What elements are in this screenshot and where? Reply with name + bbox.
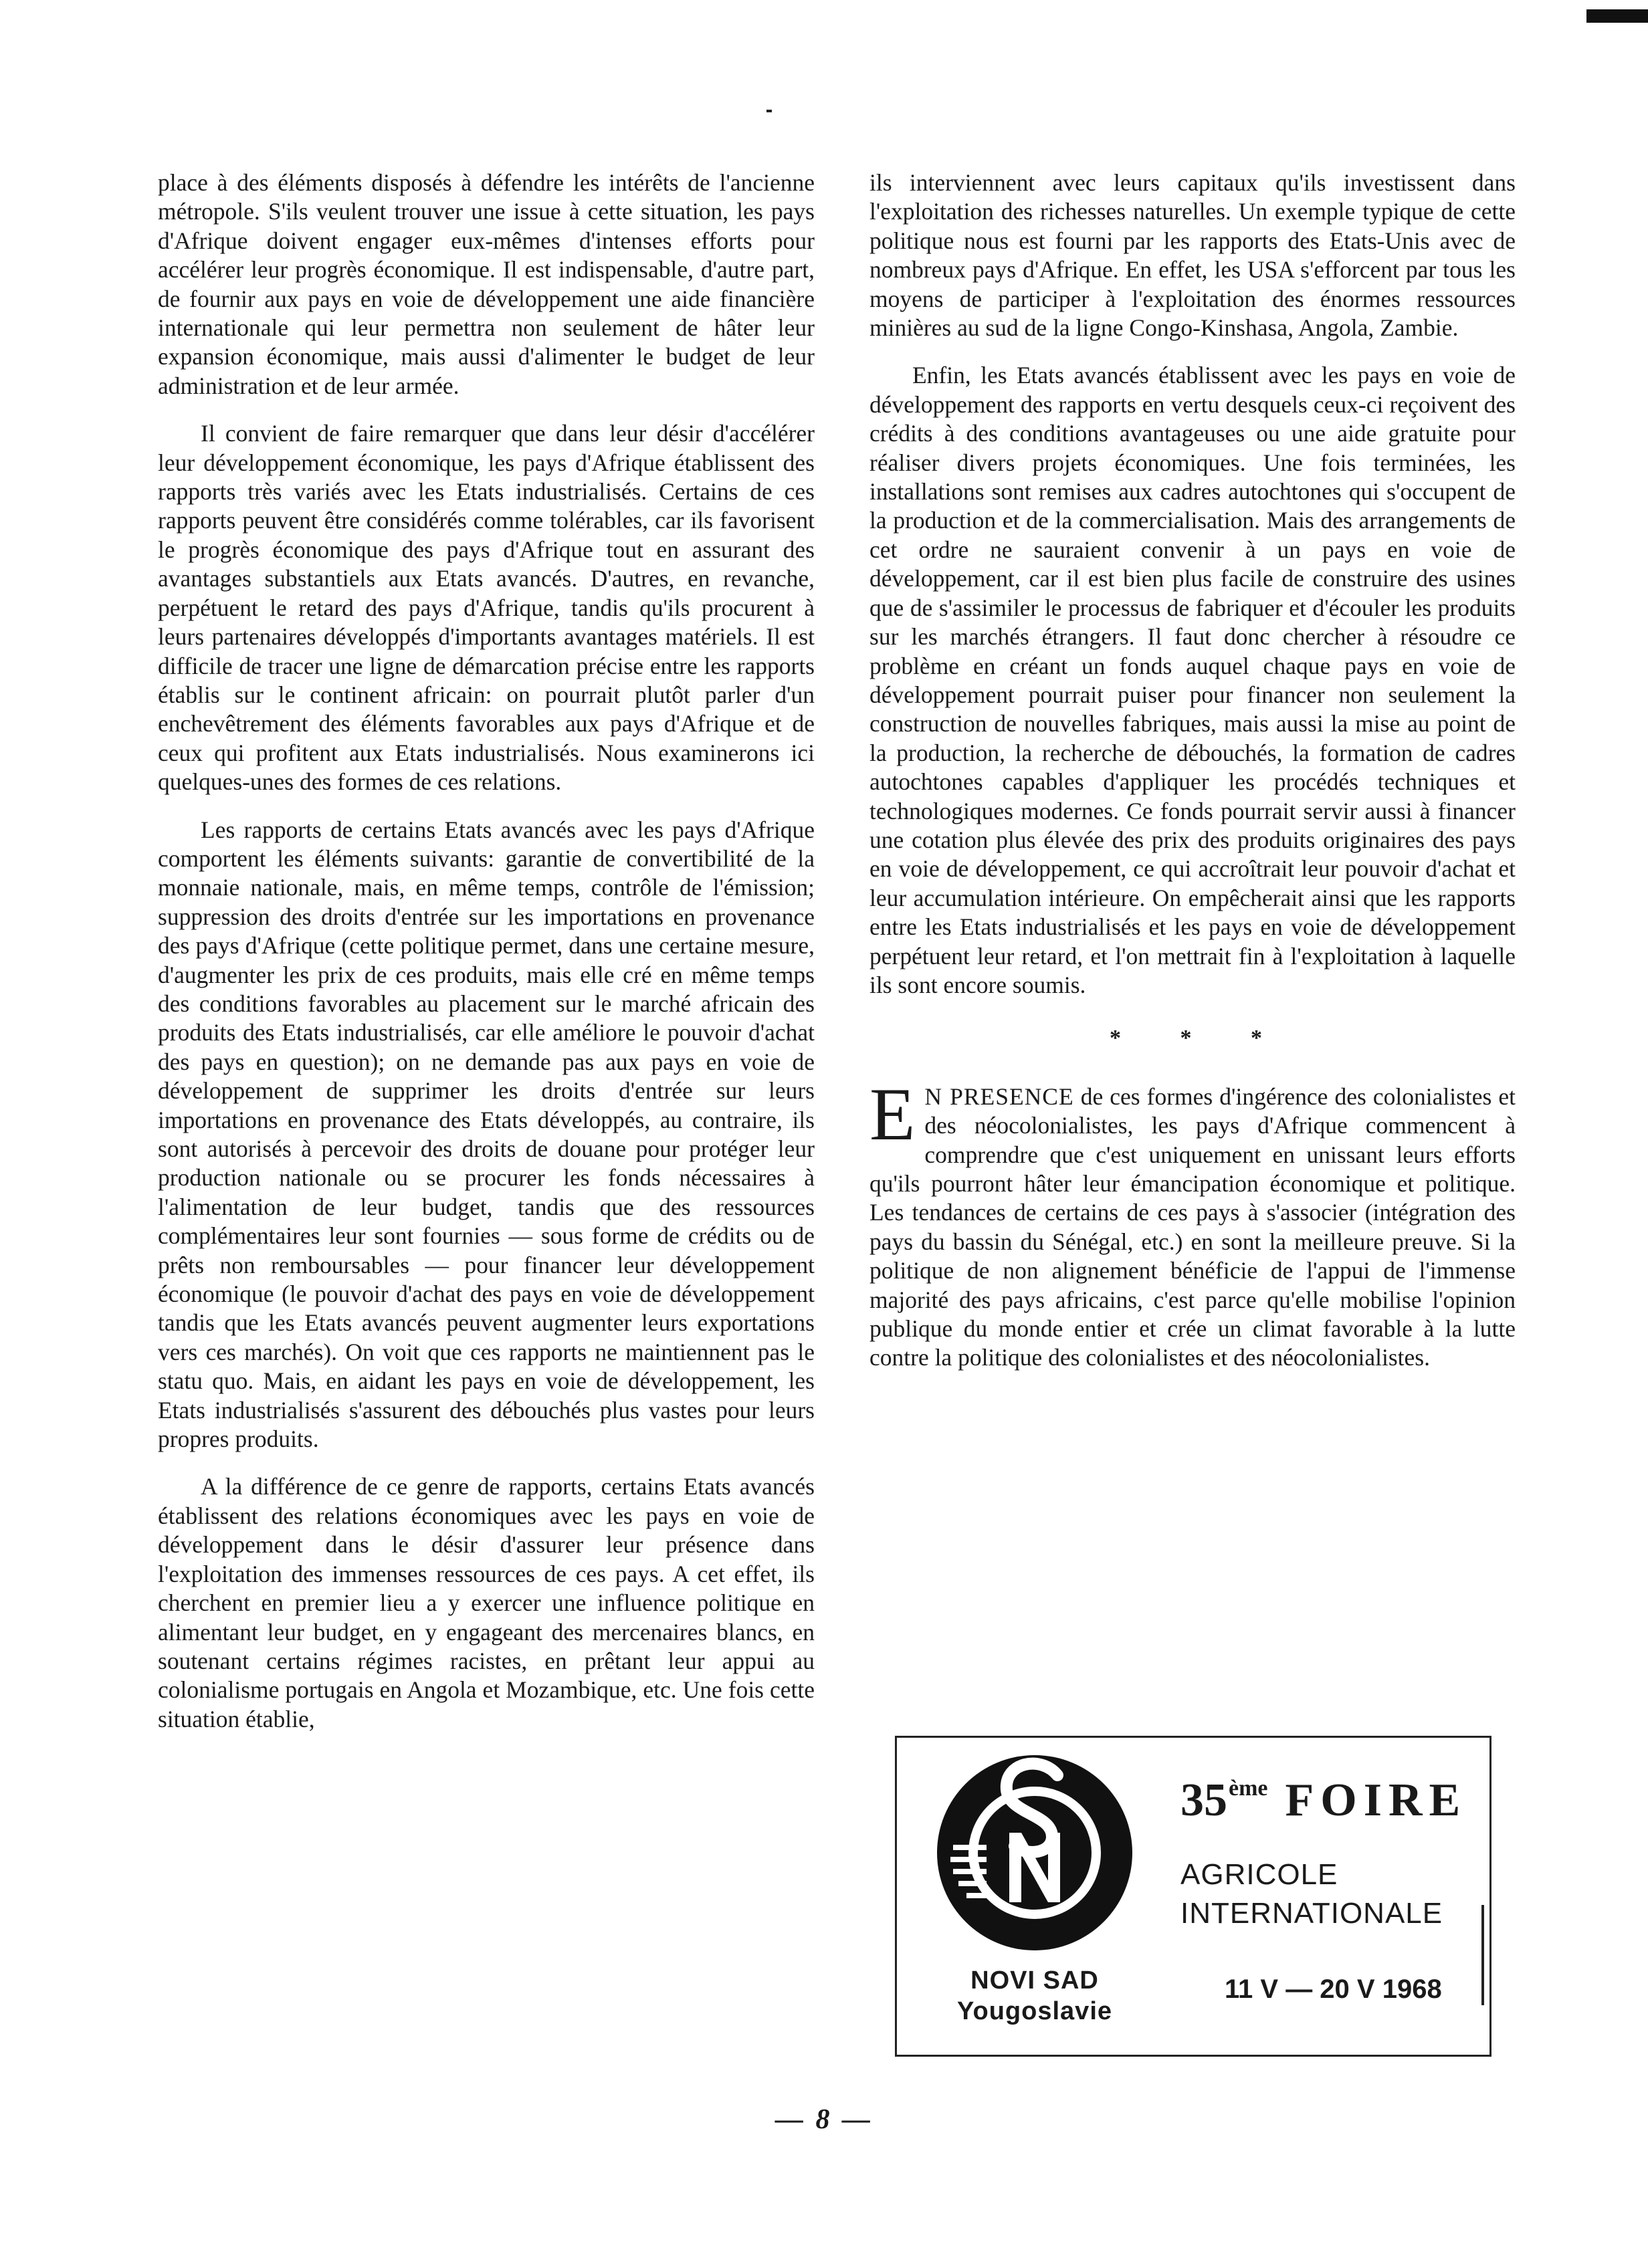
page-number: — 8 —: [775, 2104, 873, 2135]
section-separator: * * *: [1110, 1026, 1289, 1051]
fair-location: [934, 1965, 1135, 2027]
left-column: [158, 168, 815, 1752]
fair-subtitle-line-1: AGRICOLE: [1180, 1858, 1338, 1891]
ad-side-rule: [1481, 1905, 1484, 2005]
fair-title: [1180, 1762, 1467, 1827]
fair-subtitle: [1180, 1855, 1443, 1933]
right-column: [869, 168, 1516, 1391]
right-paragraph-2: Enfin, les Etats avancés établissent avec les pays en voie de développement des rapports en vertu desquels ceux-ci reçoivent des crédits à des conditions avantageuses ou une aide gratuite pour réaliser divers projets économiques. Une fois terminées, les installations sont remises aux cadres autochtones qui s'occupent de la production et de la commercialisation. Mais des arrangements de cet ordre ne sauraient convenir à un pays en voie de développement, car il est bien plus facile de construire des usines que de s'assimiler le processus de fabriquer et d'écouler les produits sur les marchés étrangers. Il faut donc chercher à résoudre ce problème en créant un fonds auquel chaque pays en voie de développement pourrait puiser pour financer non seulement la construction de nouvelles fabriques, mais aussi la mise au point de la production, la recherche de débouchés, la formation de cadres autochtones capables d'appliquer les procédés techniques et technologiques modernes. Ce fonds pourrait servir aussi à financer une cotation plus élevée des prix des produits originaires des pays en voie de développement, ce qui accroîtrait leur pouvoir d'achat et leur accumulation intérieure. On empêcherait ainsi que les rapports entre les Etats industrialisés et les pays en voie de développement perpétuent leur retard, et l'on mettrait fin à l'exploitation à laquelle ils sont encore soumis.: [869, 362, 1516, 998]
fair-ordinal-number: 35: [1180, 1775, 1227, 1826]
closing-paragraph: [869, 1072, 1516, 1373]
fair-subtitle-line-2: INTERNATIONALE: [1180, 1897, 1443, 1930]
corner-registration-mark: [1586, 9, 1648, 23]
fair-title-word: FOIRE: [1285, 1775, 1467, 1826]
closing-paragraph-text: de ces formes d'ingérence des colonialistes et des néocolonialistes, les pays d'Afrique commencent à comprendre que c'est uniquement en unissant leurs efforts qu'ils pourront hâter leur émancipation économique et politique. Les tendances de certains de ces pays à s'associer (intégration des pays du bassin du Sénégal, etc.) en sont la meilleure preuve. Si la politique de non alignement bénéficie de l'appui de l'immense majorité des pays africains, c'est parce qu'elle mobilise l'opinion publique du monde entier et crée un climat favorable à la lutte contre la politique des colonialistes et des néocolonialistes.: [869, 1083, 1516, 1371]
fair-advertisement: [895, 1736, 1491, 2057]
right-paragraph-1: ils interviennent avec leurs capitaux qu'ils investissent dans l'exploitation des richesses naturelles. Un exemple typique de cette politique nous est fourni par les rapports des Etats-Unis avec de nombreux pays d'Afrique. En effet, les USA s'efforcent par tous les moyens de participer à l'exploitation des énormes ressources minières au sud de la ligne Congo-Kinshasa, Angola, Zambie.: [869, 169, 1516, 342]
drop-cap-lead-in: N PRESENCE: [924, 1083, 1074, 1110]
fair-country: Yougoslavie: [956, 1997, 1113, 2025]
fair-city: NOVI SAD: [970, 1966, 1099, 1995]
top-center-mark: [766, 110, 772, 112]
drop-cap-letter: E: [869, 1072, 916, 1156]
fair-dates: 11 V — 20 V 1968: [1225, 1974, 1442, 2004]
fair-ordinal-suffix: ème: [1229, 1776, 1268, 1801]
left-paragraph-4: A la différence de ce genre de rapports, certains Etats avancés établissent des relations économiques avec les pays en voie de développement dans le désir d'assurer leur présence dans l'exploitation des immenses ressources de ces pays. A cet effet, ils cherchent en premier lieu a y exercer une influence politique en alimentant leur budget, en y engageant des mercenaires blancs, en soutenant certains régimes racistes, en prêtant leur appui au colonialisme portugais en Angola et Mozambique, etc. Une fois cette situation établie,: [158, 1473, 815, 1732]
left-paragraph-1: place à des éléments disposés à défendre les intérêts de l'ancienne métropole. S'ils veulent trouver une issue à cette situation, les pays d'Afrique doivent engager eux-mêmes d'intenses efforts pour accélérer leur progrès économique. Il est indispensable, d'autre part, de fournir aux pays en voie de développement une aide financière internationale qui leur permettra non seulement de hâter leur expansion économique, mais aussi d'alimenter le budget de leur administration et de leur armée.: [158, 169, 815, 399]
left-paragraph-2: Il convient de faire remarquer que dans leur désir d'accélérer leur développement économique, les pays d'Afrique établissent des rapports très variés avec les Etats industrialisés. Certains de ces rapports peuvent être considérés comme tolérables, car ils favorisent le progrès économique des pays d'Afrique tout en assurant des avantages substantiels aux Etats avancés. D'autres, en revanche, perpétuent le retard des pays d'Afrique, tandis qu'ils procurent à leurs partenaires développés d'importants avantages matériels. Il est difficile de tracer une ligne de démarcation précise entre les rapports établis sur le continent africain: on pourrait plutôt parler d'un enchevêtrement des éléments favorables aux pays d'Afrique et de ceux qui profitent aux Etats industrialisés. Nous examinerons ici quelques-unes des formes de ces relations.: [158, 420, 815, 796]
left-paragraph-3: Les rapports de certains Etats avancés avec les pays d'Afrique comportent les éléments suivants: garantie de convertibilité de la monnaie nationale, mais, en même temps, contrôle de l'émission; suppression des droits d'entrée sur les importations en provenance des pays d'Afrique (cette politique permet, dans une certaine mesure, d'augmenter les prix de ces produits, mais elle cré en même temps des conditions favorables au placement sur le marché africain des produits des Etats industrialisés, car elle améliore le pouvoir d'achat des pays en question); on ne demande pas aux pays en voie de développement de supprimer les droits d'entrée sur leurs importations en provenance des Etats développés, au contraire, ils sont autorisés à percevoir des droits de douane pour protéger leur production nationale ou se procurer les fonds nécessaires à l'alimentation de leur budget, tandis que des ressources complémentaires leur sont fournies — sous forme de crédits ou de prêts non remboursables — pour financer leur développement économique (le pouvoir d'achat des pays en voie de développement tandis que les Etats avancés peuvent augmenter leurs exportations vers ces marchés). On voit que ces rapports ne maintiennent pas le statu quo. Mais, en aidant les pays en voie de développement, les Etats industrialisés s'assurent des débouchés plus vastes pour leurs propres produits.: [158, 816, 815, 1453]
sn-emblem-icon: [934, 1752, 1135, 1953]
